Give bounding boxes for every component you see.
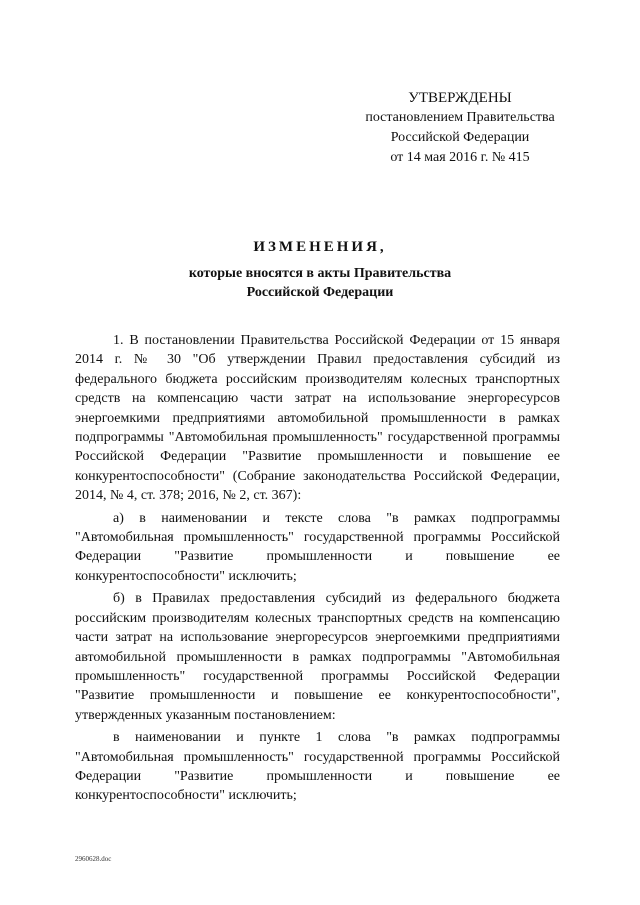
approval-line-2: Российской Федерации — [390, 130, 530, 145]
paragraph-3: б) в Правилах предоставления субсидий из федерального бюджета российским производителям колесных транспортных средств на компенсацию части затрат на использование энергоресурсов энергоемкими предприятиями автомобильной промышленности в рамках подпрограммы "Автомобильная промышленность" государственной программы Российской Федерации "Развитие промышленности и повышение ее конкурентоспособности", утвержденных указанным постановлением: — [75, 591, 560, 723]
paragraph-2: а) в наименовании и тексте слова "в рамках подпрограммы "Автомобильная промышленность" государственной программы Российской Федерации "Развитие промышленности и повышение ее конкурентоспособности" исключить; — [75, 510, 560, 584]
paragraph-1: 1. В постановлении Правительства Российской Федерации от 15 января 2014 г. № 30 "Об утверждении Правил предоставления субсидий из федерального бюджета российским производителям колесных транспортных средств на компенсацию части затрат на использование энергоресурсов энергоемкими предприятиями автомобильной промышленности в рамках подпрограммы "Автомобильная промышленность" государственной программы Российской Федерации "Развитие промышленности и повышение ее конкурентоспособности" (Собрание законодательства Российской Федерации, 2014, № 4, ст. 378; 2016, № 2, ст. 367): — [75, 333, 560, 504]
approval-line-3: от 14 мая 2016 г. № 415 — [390, 150, 530, 165]
approval-stamp — [340, 88, 580, 168]
approval-heading: УТВЕРЖДЕНЫ — [408, 90, 512, 106]
document-subtitle — [0, 264, 640, 302]
subtitle-line-1: которые вносятся в акты Правительства — [188, 266, 452, 281]
document-title: ИЗМЕНЕНИЯ, — [253, 239, 387, 255]
subtitle-line-2: Российской Федерации — [246, 285, 394, 300]
paragraph-4: в наименовании и пункте 1 слова "в рамках подпрограммы "Автомобильная промышленность" государственной программы Российской Федерации "Развитие промышленности и повышение ее конкурентоспособности" исключить; — [75, 730, 560, 804]
approval-line-1: постановлением Правительства — [365, 110, 555, 125]
file-reference: 2960628.doc — [75, 855, 112, 863]
document-body — [75, 331, 560, 809]
